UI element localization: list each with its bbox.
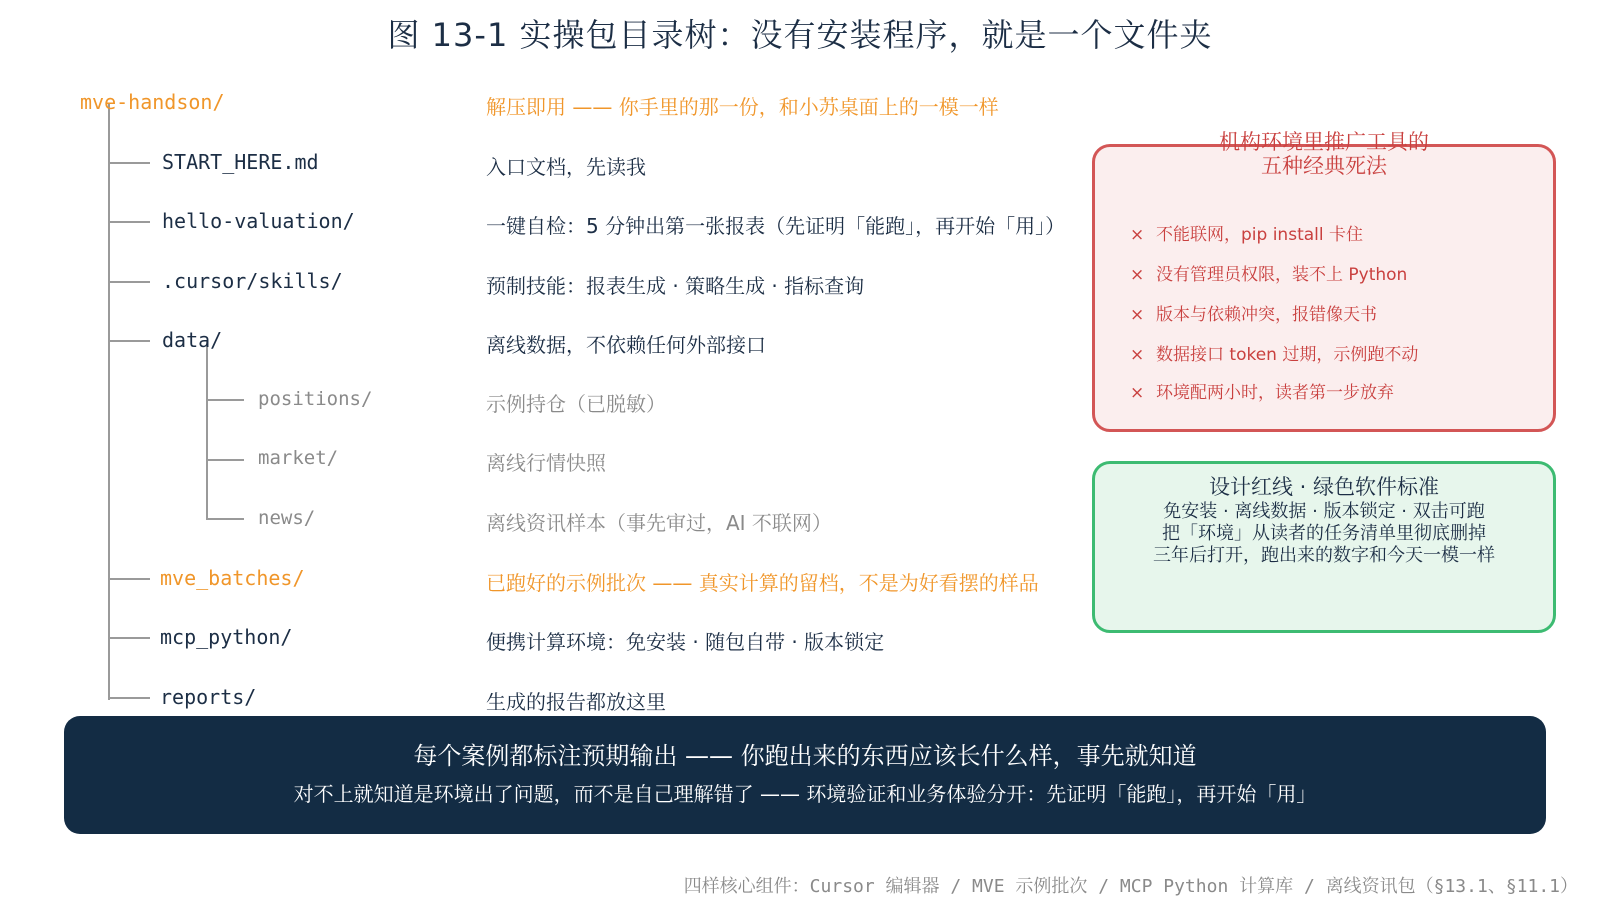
tree-branch — [108, 637, 150, 639]
figure-title: 图 13-1 实操包目录树：没有安装程序，就是一个文件夹 — [387, 16, 1213, 54]
tree-sub-branch — [206, 399, 244, 401]
cross-icon: × — [1130, 305, 1145, 325]
design-principles-line: 把「环境」从读者的任务清单里彻底删掉 — [1162, 523, 1486, 544]
tree-item-desc: 离线资讯样本（事先审过，AI 不联网） — [486, 511, 832, 535]
failure-mode-text: 环境配两小时，读者第一步放弃 — [1156, 383, 1394, 403]
tree-item-mve-batches: mve_batches/ — [160, 566, 305, 590]
failure-modes-title-line2: 五种经典死法 — [1261, 154, 1387, 178]
tree-branch — [108, 221, 150, 223]
cross-icon: × — [1130, 265, 1145, 285]
tree-item-data: data/ — [162, 328, 223, 352]
cross-icon: × — [1130, 225, 1145, 245]
tree-item-desc: 示例持仓（已脱敏） — [486, 392, 666, 416]
tree-sub-trunk — [206, 340, 208, 520]
failure-mode-item — [1130, 300, 1377, 325]
tree-item-news: news/ — [258, 507, 316, 529]
tree-item-desc: 入口文档，先读我 — [486, 155, 646, 179]
design-principles-line: 免安装 · 离线数据 · 版本锁定 · 双击可跑 — [1163, 501, 1485, 522]
failure-modes-title — [1092, 130, 1556, 178]
tree-branch — [108, 578, 150, 580]
tree-sub-branch — [206, 459, 244, 461]
failure-mode-item — [1130, 340, 1418, 365]
tree-branch — [108, 340, 150, 342]
failure-mode-item — [1130, 378, 1394, 403]
tree-sub-branch — [206, 518, 244, 520]
design-principles-title: 设计红线 · 绿色软件标准 — [1208, 475, 1440, 499]
cross-icon: × — [1130, 383, 1145, 403]
cross-icon: × — [1130, 345, 1145, 365]
tree-item-reports: reports/ — [160, 685, 257, 709]
tree-item-hello-valuation: hello-valuation/ — [162, 209, 355, 233]
tree-item-desc: 已跑好的示例批次 —— 真实计算的留档，不是为好看摆的样品 — [486, 571, 1039, 595]
tree-branch — [108, 162, 150, 164]
failure-mode-text: 版本与依赖冲突，报错像天书 — [1156, 305, 1377, 325]
tree-branch — [108, 697, 150, 699]
tree-item-cursor-skills: .cursor/skills/ — [162, 269, 343, 293]
tree-item-mcp-python: mcp_python/ — [160, 625, 293, 649]
banner-headline: 每个案例都标注预期输出 —— 你跑出来的东西应该长什么样，事先就知道 — [413, 742, 1197, 770]
tree-item-desc: 离线行情快照 — [486, 451, 606, 475]
expected-output-banner — [64, 716, 1546, 834]
tree-trunk — [108, 104, 110, 700]
tree-root-folder: mve-handson/ — [80, 90, 225, 114]
tree-item-desc: 生成的报告都放这里 — [486, 690, 666, 714]
failure-mode-text: 不能联网，pip install 卡住 — [1156, 225, 1363, 245]
banner-subline: 对不上就知道是环境出了问题，而不是自己理解错了 —— 环境验证和业务体验分开：先证明「能跑」，再开始「用」 — [293, 782, 1317, 806]
failure-modes-title-line1: 机构环境里推广工具的 — [1219, 130, 1429, 154]
failure-mode-item — [1130, 260, 1407, 285]
tree-item-market: market/ — [258, 447, 339, 469]
footer-note: 四样核心组件：Cursor 编辑器 / MVE 示例批次 / MCP Python 计算库 / 离线资讯包（§13.1、§11.1） — [683, 876, 1578, 897]
tree-item-desc: 预制技能：报表生成 · 策略生成 · 指标查询 — [486, 274, 865, 298]
tree-branch — [108, 281, 150, 283]
failure-mode-text: 数据接口 token 过期，示例跑不动 — [1156, 345, 1419, 365]
tree-item-positions: positions/ — [258, 388, 373, 410]
failure-mode-item — [1130, 220, 1363, 245]
tree-item-desc: 离线数据，不依赖任何外部接口 — [486, 333, 766, 357]
design-principles-line: 三年后打开，跑出来的数字和今天一模一样 — [1153, 545, 1495, 566]
tree-item-start-here: START_HERE.md — [162, 150, 319, 174]
tree-item-desc: 一键自检：5 分钟出第一张报表（先证明「能跑」，再开始「用」） — [486, 214, 1066, 238]
failure-mode-text: 没有管理员权限，装不上 Python — [1156, 265, 1408, 285]
tree-root-desc: 解压即用 —— 你手里的那一份，和小苏桌面上的一模一样 — [486, 95, 999, 119]
tree-item-desc: 便携计算环境：免安装 · 随包自带 · 版本锁定 — [486, 630, 885, 654]
